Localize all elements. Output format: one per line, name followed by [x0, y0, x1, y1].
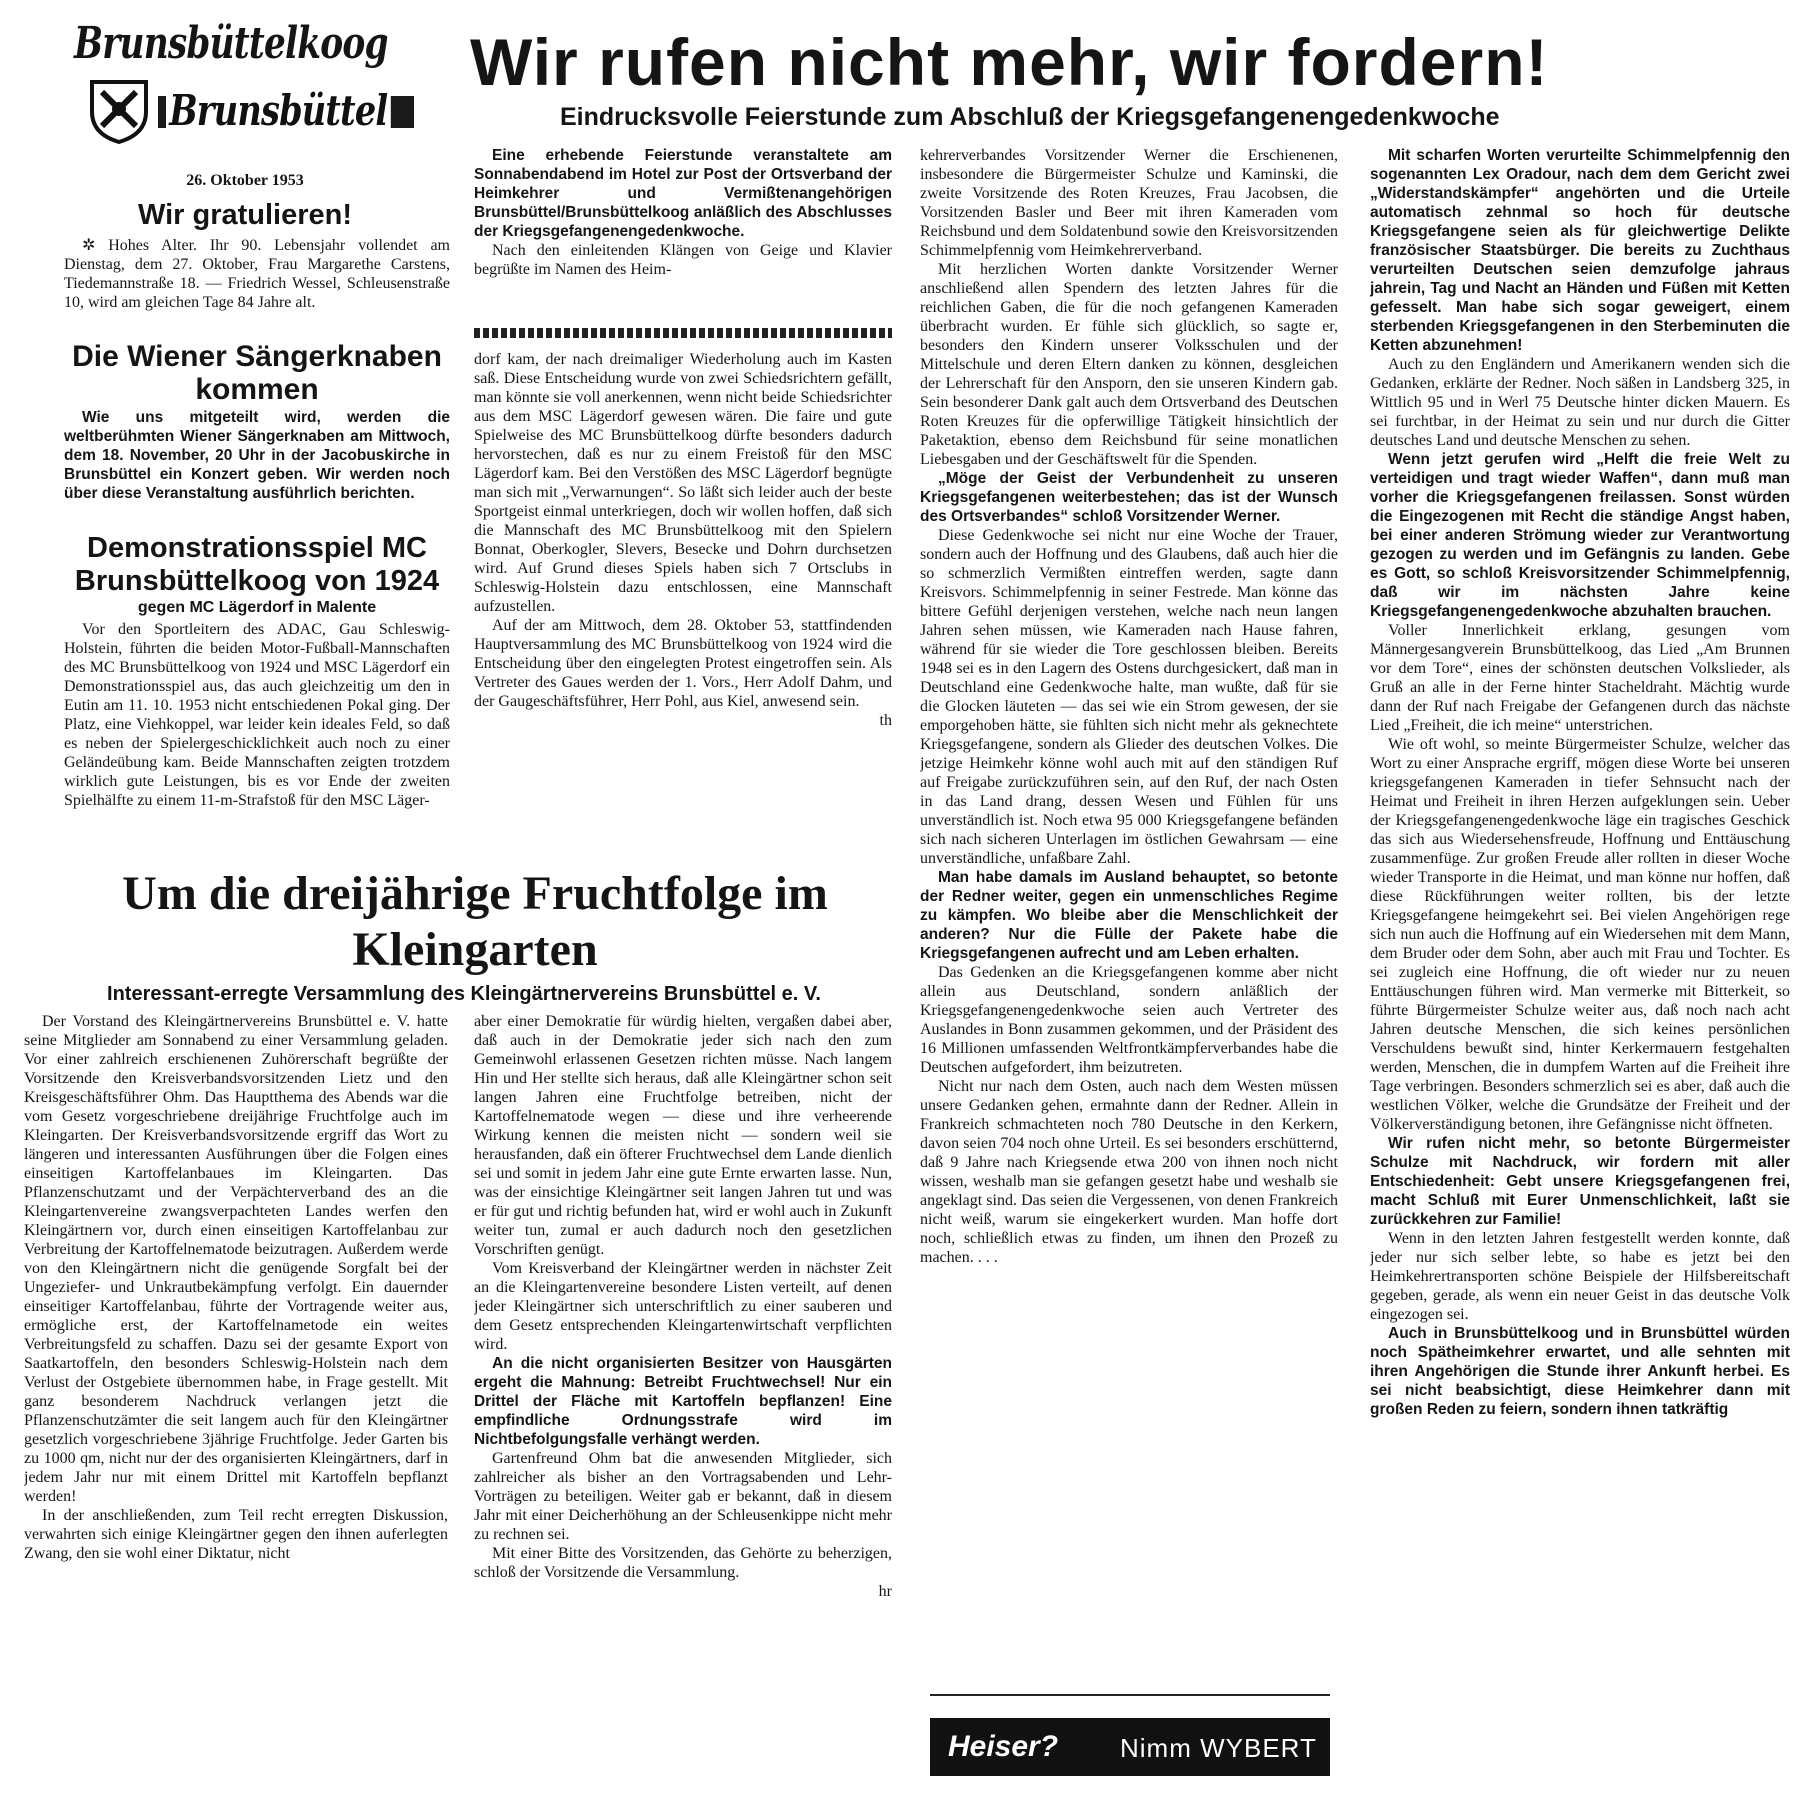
- ad-right: Nimm WYBERT: [1120, 1733, 1317, 1763]
- garden-subhead: Interessant-erregte Versammlung des Kleingärtnervereins Brunsbüttel e. V.: [107, 983, 821, 1005]
- garden-headline: Um die dreijährige Fruchtfolge im Kleingarten: [122, 867, 828, 976]
- main-col3: Mit scharfen Worten verurteilte Schimmelpfennig den sogenannten Lex Oradour, nach dem dem Gericht zwei „Widerstandskämpfer“ angehörten und die Urteile automatisch zehnmal so hoch für deutsche Kriegsgefangene seien als für gleichwertige Delikte französischer Staatsbürger. Die bereits zu Zuchthaus verurteilten Deutschen seien demzufolge jahraus jahrein, Tag und Nacht an Händen und Füßen mit Ketten gefesselt. Man habe sich sogar geweigert, einem sterbenden Kriegsgefangenen in den Sterbeminuten die Ketten abzunehmen! Auch zu den Engländern und Amerikanern wenden sich die Gedanken, erklärte der Redner. Noch säßen in Landsberg 325, in Wittlich 95 und in Werl 75 Deutsche hinter dicken Mauern. Es sei furchtbar, in der Heimat zu sein und nur durch die Gitter deutsches Land und deutsche Menschen zu sehen. Wenn jetzt gerufen wird „Helft die freie Welt zu verteidigen und tragt wieder Waffen“, dann muß man vorher die Kriegsgefangenen freilassen. Sonst würden die Eingezogenen mit Recht die ständige Angst haben, bei einer anderen Strömung wieder zur Verantwortung gezogen zu werden und im Gefängnis zu landen. Gebe es Gott, so schloß Kreisvorsitzender Schimmelpfennig, daß wir im nächsten Jahre keine Kriegsgefangenengedenkwoche abzuhalten brauchen. Voller Innerlichkeit erklang, gesungen vom Männergesangverein Brunsbüttelkoog, das Lied „Am Brunnen vor dem Tore“, eines der schönsten deutschen Volkslieder, als Gruß an alle in der Ferne hinter Stacheldraht. Mächtig wurde dann der Ruf nach Freigabe der Gefangenen durch das nächste Lied „Freiheit, die ich meine“ unterstrichen. Wie oft wohl, so meinte Bürgermeister Schulze, welcher das Wort zu einer Ansprache ergriff, mögen diese Worte bei unseren kriegsgefangenen Kameraden in tiefer Sehnsucht nach der Heimat und Freiheit in ihren Herzen aufgeklungen sein. Ueber der Kriegsgefangenengedenkwoche läge ein tragisches Geschick das sich aus Wiedersehensfreude, Hoffnung und Enttäuschung zusammenfüge. Zur großen Freude aller rollten in dieser Woche wieder Transporte in die Heimat, und man könne nur hoffen, daß diese Rückführungen weiter rollten, bis der letzte Kriegsgefangene heimgekehrt sei. Bei vielen Angehörigen rege sich nun auch die Hoffnung auf ein Wiedersehen mit dem Mann, dem Bruder oder dem Sohn, aber auch mit Frau und Tochter. Es sei zugleich eine Hoffnung, die oft wieder nur zu neuen Enttäuschungen führen wird. Man vermerke mit Bitterkeit, so führte Bürgermeister Schulze weiter aus, daß noch nach acht Jahren deutsche Menschen, die sich keines persönlichen Verschuldens bewußt sind, hinter Kerkermauern festgehalten werden, Menschen, die in dumpfem Warten auf die Freiheit ihre Tage verbringen. Besonders schmerzlich sei es aber, daß auch die westlichen Völker, welche die Grundsätze der Freiheit und der Völkerverständigung betonen, ihre Gefängnisse nicht öffneten. Wir rufen nicht mehr, so betonte Bürgermeister Schulze mit Nachdruck, wir fordern mit aller Entschiedenheit: Gebt unsere Kriegsgefangenen frei, macht Schluß mit Eurer Unmenschlichkeit, laßt sie zurückkehren zur Familie! Wenn in den letzten Jahren festgestellt werden konnte, daß jeder nur sich selber lebte, so habe es jetzt bei den Heimkehrertransporten schöne Beispiele der Hilfsbereitschaft gegeben, gerade, als wenn ein neuer Geist in das deutsche Volk eingezogen sei. Auch in Brunsbüttelkoog und in Brunsbüttel würden noch Spätheimkehrer erwartet, und alle sehnten mit ihren Angehörigen die Stunde ihrer Ankunft herbei. Es sei nicht beabsichtigt, diese Heimkehrer dann mit großen Reden zu feiern, sondern ihnen tatkräftig: [1370, 147, 1790, 1418]
- star-icon: ✲: [82, 237, 109, 254]
- ad-banner: [930, 1718, 1330, 1776]
- garden-col2: aber einer Demokratie für würdig hielten, vergaßen dabei aber, daß auch in der Demokratie jeder sich nach den zum Gemeinwohl erlassenen Gesetzen richten müsse. Nach langem Hin und Her stellte sich heraus, daß alle Kleingärtner schon seit langen Jahren eine Fruchtfolge betreiben, nicht der Kartoffelnematode wegen — diese und ihre verheerende Wirkung kennen die meisten nicht — sondern weil sie herausfanden, daß ein öfterer Fruchtwechsel dem Lande dienlich sei und somit in jedem Jahr eine gute Ernte erwarten lasse. Nun, was der einsichtige Kleingärtner seit langen Jahren tut und was er für gut und richtig befunden hat, wird er wohl auch in Zukunft weiter tun, zumal er auch dadurch noch den gesetzlichen Vorschriften genügt. Vom Kreisverband der Kleingärtner werden in nächster Zeit an die Kleingartenvereine besondere Listen verteilt, auf denen jeder Kleingärtner sich unterschriftlich zu einer sauberen und dem Gesetz entsprechenden Kleingartenwirtschaft verpflichten wird. An die nicht organisierten Besitzer von Hausgärten ergeht die Mahnung: Betreibt Fruchtwechsel! Nur ein Drittel der Fläche mit Kartoffeln bepflanzen! Eine empfindliche Ordnungsstrafe wird im Nichtbefolgungsfalle verhängt werden. Gartenfreund Ohm bat die anwesenden Mitglieder, sich zahlreicher als bisher an den Vortragsabenden und Lehr-Vorträgen zu beteiligen. Weiter gab er bekannt, daß in diesem Jahr mit einer Deicherhöhung an der Schleusenkippe nicht mehr zu rechnen sei. Mit einer Bitte des Vorsitzenden, das Gehörte zu beherzigen, schloß der Vorsitzende die Versammlung. hr: [474, 1013, 892, 1600]
- garden-col1: Der Vorstand des Kleingärtnervereins Brunsbüttel e. V. hatte seine Mitglieder am Sonnabend zu einer Versammlung geladen. Vor einer zahlreich erschienenen Zuhörerschaft begrüßte der Vorsitzende den Kreisverbandsvorsitzenden Lietz und den Kreisgeschäftsführer Ohm. Das Hauptthema des Abends war die vom Gesetz vorgeschriebene dreijährige Fruchtfolge auch im Kleingarten. Der Kreisverbandsvorsitzende ergriff das Wort zu längeren und interessanten Ausführungen über die Folgen eines einseitigen Kartoffelanbaues im Kleingarten. Das Pflanzenschutzamt und der Verpächterverband des an die Kleingartenvereine zwangsverpachteten Landes werfen den Kleingärtnern vor, durch einen einseitigen Kartoffelanbau zur Verbreitung der Kartoffelnematode beizutragen. Außerdem werde von den Kleingärtnern nicht die genügende Sorgfalt bei der Ungeziefer- und Unkrautbekämpfung verfolgt. Ein dauernder einseitiger Kartoffelanbau, führte der Vortragende weiter aus, ermögliche erst, der Kartoffelnametode ein weites Verbreitungsfeld zu schaffen. Dazu sei der gesamte Export von Saatkartoffeln, den besonders Schleswig-Holstein nach dem Verlust der Ostgebiete übernommen habe, in Frage gestellt. Mit ganz besonderem Nachdruck verlangen jetzt die Pflanzenschutzämter die seit langem auch für den Kleingärtner gesetzlich vorgeschriebene 3jährige Fruchtfolge. Jeder Garten bis zu 1000 qm, nicht nur der des organisierten Kleingärtners, darf in jedem Jahr nur mit einem Drittel mit Kartoffeln bepflanzt werden! In der anschließenden, zum Teil recht erregten Diskussion, verwahrten sich einige Kleingärtner gegen den ihnen auferlegten Zwang, den sie wohl einer Diktatur, nicht: [24, 1013, 448, 1562]
- main-subhead: Eindrucksvolle Feierstunde zum Abschluß der Kriegsgefangenengedenkwoche: [560, 103, 1500, 131]
- main-col2: kehrerverbandes Vorsitzender Werner die Erschienenen, insbesondere die Bürgermeister Schulze und Kaminski, die zweite Vorsitzende des Roten Kreuzes, Frau Jacobsen, die Vorsitzenden Basler und Beer mit ihren Kameraden vom Reichsbund und dem Soldatenbund sowie den Kreisvorsitzenden Schimmelpfennig vom Heimkehrerverband. Mit herzlichen Worten dankte Vorsitzender Werner anschließend allen Spendern des letzten Jahres für die reichlichen Gaben, die für die noch gefangenen Kameraden überbracht wurden. Er fühle sich glücklich, so sagte er, besonders den Kindern unserer Volksschulen und der Mittelschule und deren Eltern danken zu können, desgleichen der Lehrerschaft für den Ansporn, den sie unseren Kindern gab. Sein besonderer Dank galt auch dem Ortsverband des Deutschen Roten Kreuzes für die opferwillige Tätigkeit hinsichtlich der Paketaktion, ebenso dem Reichsbund für seine monatlichen Liebesgaben und der Geschäftswelt für die Spenden. „Möge der Geist der Verbundenheit zu unseren Kriegsgefangenen weiterbestehen; das ist der Wunsch des Ortsverbandes“ schloß Vorsitzender Werner. Diese Gedenkwoche sei nicht nur eine Woche der Trauer, sondern auch der Hoffnung und des Glaubens, daß auch hier die so schmerzlich Vermißten eintreffen werden, sagte dann Kreisvors. Schimmelpfennig in seiner Festrede. Man könne das bittere Gefühl derjenigen verstehen, welche nach neun langen Jahren sehen müssen, wie Kameraden nach Hause fahren, während für sie wieder die Tore geschlossen bleiben. Bereits 1948 sei es in den Lagern des Ostens durchgesickert, daß man in Deutschland eine Gedenkwoche halte, man wußte, daß für sie die Glocken läuteten — das sei wie ein Strom gewesen, der sie emporgehoben hätte, sie fühlten sich nicht mehr als geknechtete Kriegsgefangene, sondern als Glieder des deutschen Volkes. Die jetzige Heimkehr könne wohl auch mit auf den ständigen Ruf auf Freigabe zurückzuführen sein, auf den Ruf, der nach Osten in das Land drang, dessen Wesen und Fühlen für uns unverständlich ist. Noch etwa 95 000 Kriegsgefangene befänden sich nach sicheren Unterlagen im östlichen Gewahrsam — eine unverständliche, unfaßbare Zahl. Man habe damals im Ausland behauptet, so betonte der Redner weiter, gegen ein unmenschliches Regime zu kämpfen. Wo bleibe aber die Menschlichkeit der anderen? Nur die Fülle der Pakete habe die Kriegsgefangenen aufrecht und am Leben erhalten. Das Gedenken an die Kriegsgefangenen komme aber nicht allein aus Deutschland, sondern anläßlich der Kriegsgefangenengedenkwoche seien auch Vertreter des Auslandes in Bonn zusammen gekommen, und der Präsident des 16 Millionen umfassenden Weltfrontkämpferverbandes habe die Deutschen aufgefordert, ihm beizutreten. Nicht nur nach dem Osten, auch nach dem Westen müssen unsere Gedanken gehen, ermahnte dann der Redner. Allein in Frankreich schmachteten noch 780 Deutsche in den Kerkern, davon seien 704 noch ohne Urteil. Es sei besonders erschütternd, daß 9 Jahre nach Kriegsende etwa 200 von ihnen noch nicht wissen, weshalb man sie gefangen gesetzt habe und weshalb sie angeklagt sind. Das seien die Vergessenen, von denen Frankreich nicht weiß, warum sie eingekerkert wurden. Man hoffe dort noch, schließlich etwas zu finden, um ihnen den Prozeß zu machen. . . .: [920, 147, 1338, 1266]
- coat-of-arms-icon: [88, 78, 150, 144]
- masthead-line1: Brunsbüttelkoog: [74, 18, 388, 69]
- masthead-logo: [68, 16, 418, 146]
- divider: [930, 1694, 1330, 1696]
- gratulieren-headline: Wir gratulieren!: [137, 199, 353, 231]
- issue-date: 26. Oktober 1953: [186, 172, 304, 189]
- sport-headline: Demonstrationsspiel MC Brunsbüttelkoog von 1924: [74, 532, 440, 597]
- saengerknaben-text: Wie uns mitgeteilt wird, werden die weltberühmten Wiener Sängerknaben am Mittwoch, dem 18. November, 20 Uhr in der Jacobuskirche in Brunsbüttel ein Konzert geben. Wir werden noch über diese Veranstaltung ausführlich berichten.: [64, 409, 450, 502]
- sport-col2: dorf kam, der nach dreimaliger Wiederholung auch im Kasten saß. Diese Entscheidung wurde von zwei Schiedsrichtern gefällt, man könnte sie voll anerkennen, wenn nicht beide Schiedsrichter aus dem MSC Lägerdorf gewesen wären. Die faire und gute Spielweise des MC Brunsbüttelkoog dürfte besonders dadurch hervorstechen, daß es nur zu einem Freistoß für den MSC Lägerdorf kam. Bei den Verstößen des MSC Lägerdorf begnügte man sich mit „Verwarnungen“. So läßt sich leider auch der beste Sportgeist einmal unterkriegen, doch wir wollen hoffen, daß sich die Mannschaft des MC Brunsbüttelkoog mit den Spielern Bonnat, Oberkogler, Slevers, Besecke und Dohrn durchsetzen wird. Auf Grund dieses Spiels haben sich 7 Ortsclubs in Schleswig-Holstein dazu entschlossen, eine Mannschaft aufzustellen. Auf der am Mittwoch, dem 28. Oktober 53, stattfindenden Hauptversammlung des MC Brunsbüttelkoog von 1924 wird die Entscheidung über den eingelegten Protest eingetroffen sein. Als Vertreter des Gaues werden der 1. Vors., Herr Adolf Dahm, und der Gaugeschäftsführer, Herr Pohl, aus Kiel, anwesend sein. th: [474, 351, 892, 729]
- main-col1: Eine erhebende Feierstunde veranstaltete am Sonnabendabend im Hotel zur Post der Ortsverband der Heimkehrer und Vermißtenangehörigen Brunsbüttel/Brunsbüttelkoog anläßlich des Abschlusses der Kriegsgefangenengedenkwoche. Nach den einleitenden Klängen von Geige und Klavier begrüßte im Namen des Heim-: [474, 147, 892, 278]
- masthead-line2: Brunsbüttel: [166, 86, 391, 135]
- main-headline: Wir rufen nicht mehr, wir fordern!: [470, 25, 1549, 99]
- sport-subhead: gegen MC Lägerdorf in Malente: [137, 599, 377, 616]
- saengerknaben-headline: Die Wiener Sängerknaben kommen: [72, 340, 442, 406]
- sport-col1: Vor den Sportleitern des ADAC, Gau Schleswig-Holstein, führten die beiden Motor-Fußball-Mannschaften des MC Brunsbüttelkoog von 1924 und MSC Lägerdorf ein Demonstrationsspiel aus, das auch gleichzeitig um den in Eutin am 11. 10. 1953 nicht entschiedenen Pokal ging. Der Platz, eine Viehkoppel, war leider kein ideales Feld, so daß es neben der Spielergeschicklichkeit auch noch zu einer Geländeübung kam. Beide Mannschaften zeigten trotzdem wirklich gute Leistungen, bis es vor Ende der zweiten Spielhälfte zu einem 11-m-Strafstoß für den MSC Läger-: [64, 621, 450, 809]
- gratulieren-text: ✲ Hohes Alter. Ihr 90. Lebensjahr vollendet am Dienstag, dem 27. Oktober, Frau Margarethe Carstens, Tiedemannstraße 18. — Friedrich Wessel, Schleusenstraße 10, wird am gleichen Tage 84 Jahre alt.: [64, 237, 450, 311]
- divider: [474, 328, 892, 338]
- ad-left: Heiser?: [948, 1730, 1059, 1763]
